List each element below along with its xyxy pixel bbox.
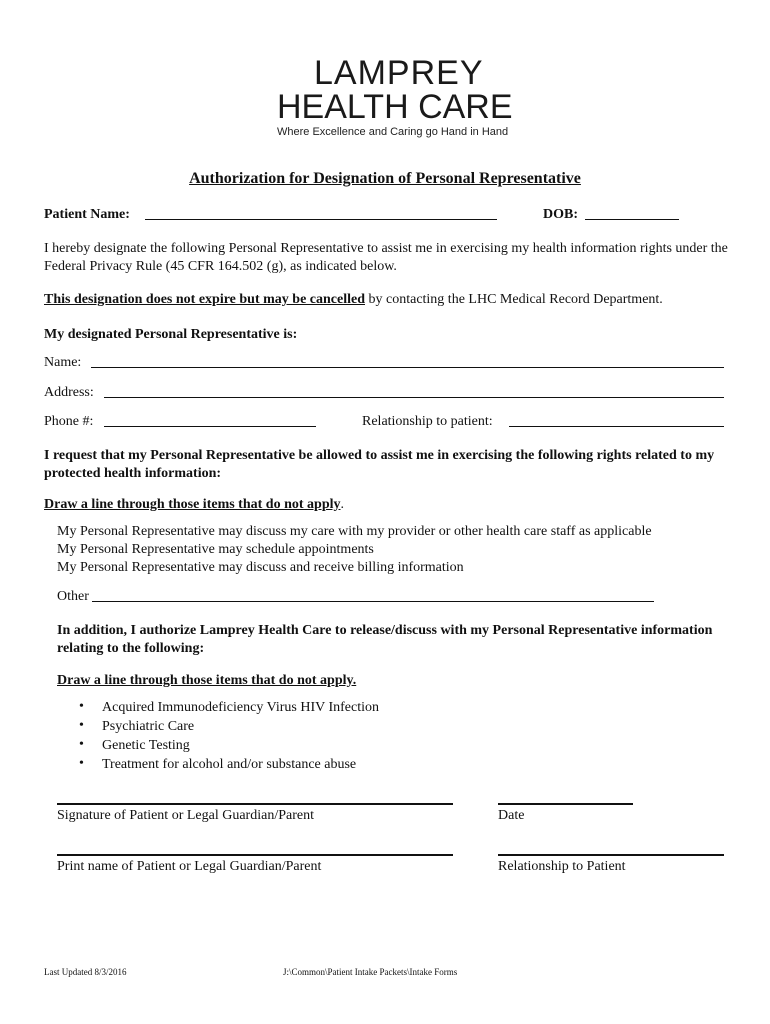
signature-field[interactable] bbox=[57, 803, 453, 805]
expiry-statement-bold: This designation does not expire but may be cancelled bbox=[44, 292, 365, 307]
draw-line-instruction-1-text: Draw a line through those items that do not apply bbox=[44, 497, 341, 512]
print-name-label: Print name of Patient or Legal Guardian/Parent bbox=[57, 859, 322, 874]
bullet-item-psychiatric[interactable]: Psychiatric Care bbox=[102, 719, 195, 734]
draw-line-instruction-2: Draw a line through those items that do not apply. bbox=[57, 673, 357, 688]
rep-phone-field[interactable] bbox=[104, 426, 316, 427]
rep-name-field[interactable] bbox=[91, 367, 724, 368]
designated-heading: My designated Personal Representative is: bbox=[44, 327, 298, 342]
intro-text: I hereby designate the following Personal Representative to assist me in exercising my health information rights under the Federal Privacy Rule (45 CFR 164.502 (g), as indicated below. bbox=[44, 241, 728, 274]
expiry-statement bbox=[44, 291, 734, 309]
date-field[interactable] bbox=[498, 803, 633, 805]
signature-label: Signature of Patient or Legal Guardian/Parent bbox=[57, 808, 314, 823]
footer-file-path: J:\Common\Patient Intake Packets\Intake Forms bbox=[283, 967, 458, 977]
bullet-marker: • bbox=[79, 718, 84, 733]
addition-heading: In addition, I authorize Lamprey Health Care to release/discuss with my Personal Representative information relating to the following: bbox=[57, 623, 713, 656]
patient-name-field[interactable] bbox=[145, 219, 497, 220]
bullet-marker: • bbox=[79, 756, 84, 771]
draw-line-instruction-1-period: . bbox=[340, 497, 344, 512]
expiry-statement-rest: by contacting the LHC Medical Record Department. bbox=[365, 292, 663, 307]
rep-phone-label: Phone #: bbox=[44, 414, 94, 429]
bullet-marker: • bbox=[79, 737, 84, 752]
rep-relationship-label: Relationship to patient: bbox=[362, 414, 493, 429]
request-heading: I request that my Personal Representative be allowed to assist me in exercising the following rights related to my protected health information: bbox=[44, 448, 715, 481]
bullet-item-hiv[interactable]: Acquired Immunodeficiency Virus HIV Infection bbox=[102, 700, 380, 715]
footer-last-updated: Last Updated 8/3/2016 bbox=[44, 967, 127, 977]
rep-address-label: Address: bbox=[44, 385, 94, 400]
logo-tagline: Where Excellence and Caring go Hand in Hand bbox=[277, 126, 509, 138]
patient-name-label: Patient Name: bbox=[44, 207, 130, 222]
other-field[interactable] bbox=[92, 601, 654, 602]
other-label: Other bbox=[57, 589, 89, 604]
date-label: Date bbox=[498, 808, 525, 823]
logo-line-2: HEALTH CARE bbox=[277, 88, 513, 126]
print-name-field[interactable] bbox=[57, 854, 453, 856]
relationship-to-patient-label: Relationship to Patient bbox=[498, 859, 626, 874]
right-item-schedule[interactable]: My Personal Representative may schedule appointments bbox=[57, 542, 374, 557]
right-item-discuss-care[interactable]: My Personal Representative may discuss my care with my provider or other health care staff as applicable bbox=[57, 524, 652, 539]
logo-line-1: LAMPREY bbox=[314, 54, 484, 92]
rep-relationship-field[interactable] bbox=[509, 426, 724, 427]
dob-label: DOB: bbox=[543, 207, 578, 222]
bullet-item-substance[interactable]: Treatment for alcohol and/or substance abuse bbox=[102, 757, 357, 772]
rep-address-field[interactable] bbox=[104, 397, 724, 398]
form-title: Authorization for Designation of Personal Representative bbox=[189, 170, 581, 187]
relationship-to-patient-field[interactable] bbox=[498, 854, 724, 856]
bullet-item-genetic[interactable]: Genetic Testing bbox=[102, 738, 190, 753]
bullet-marker: • bbox=[79, 699, 84, 714]
dob-field[interactable] bbox=[585, 219, 679, 220]
rep-name-label: Name: bbox=[44, 355, 82, 370]
right-item-billing[interactable]: My Personal Representative may discuss and receive billing information bbox=[57, 560, 464, 575]
draw-line-instruction-1 bbox=[44, 496, 344, 514]
